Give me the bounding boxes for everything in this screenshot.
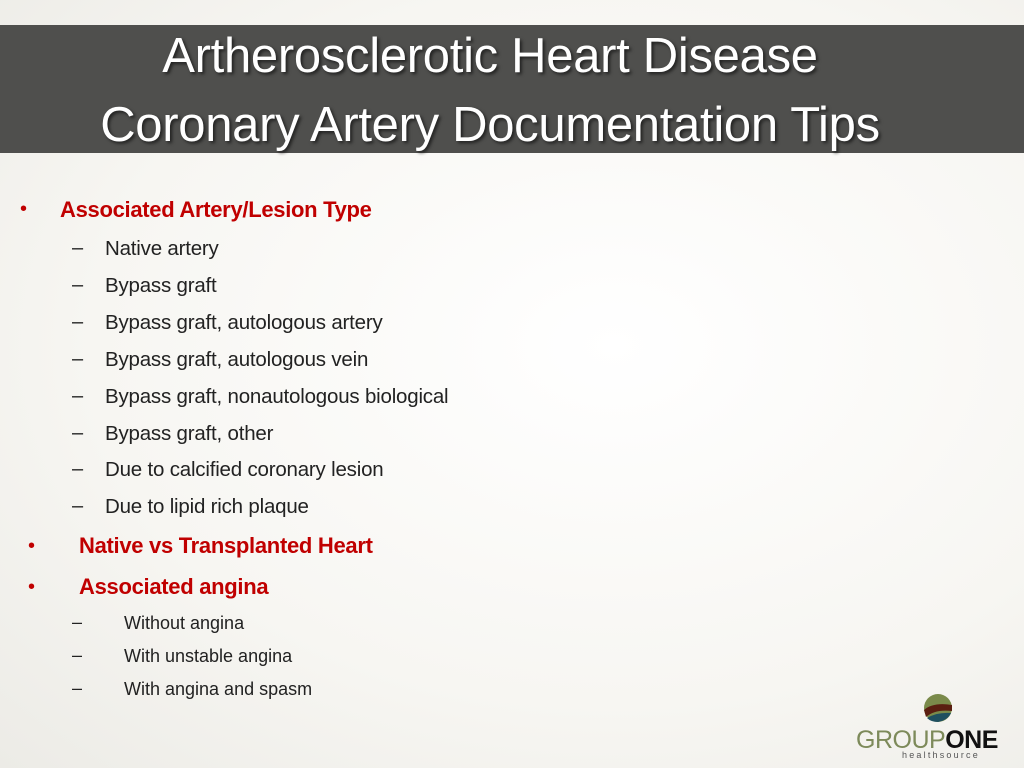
list-item: Bypass graft, autologous vein	[105, 348, 369, 371]
dash-icon: –	[72, 645, 83, 665]
dash-icon: –	[72, 274, 84, 296]
list-item: With angina and spasm	[124, 679, 313, 699]
logo-globe-icon	[923, 693, 953, 723]
logo-text-group: GROUP	[856, 726, 946, 754]
slide-title-line2: Coronary Artery Documentation Tips	[100, 98, 880, 152]
dash-icon: –	[72, 348, 84, 370]
slide-title-line1: Artherosclerotic Heart Disease	[162, 29, 818, 83]
list-item: Due to lipid rich plaque	[105, 495, 309, 518]
section-heading: Associated angina	[79, 574, 269, 599]
dash-icon: –	[72, 237, 84, 259]
list-item: With unstable angina	[124, 646, 293, 666]
list-item: Due to calcified coronary lesion	[105, 458, 384, 481]
list-item: Native artery	[105, 237, 219, 260]
dash-icon: –	[72, 495, 84, 517]
bullet-icon: •	[28, 535, 36, 557]
list-item: Bypass graft, autologous artery	[105, 311, 383, 334]
list-item: Bypass graft, nonautologous biological	[105, 385, 449, 408]
section-heading: Native vs Transplanted Heart	[79, 533, 373, 558]
bullet-icon: •	[28, 576, 36, 598]
dash-icon: –	[72, 458, 84, 480]
dash-icon: –	[72, 385, 84, 407]
logo-text-one: ONE	[945, 726, 998, 754]
dash-icon: –	[72, 612, 83, 632]
logo-tagline: healthsource	[902, 750, 980, 760]
groupone-logo	[856, 690, 1016, 762]
list-item: Without angina	[124, 613, 245, 633]
dash-icon: –	[72, 678, 83, 698]
section-heading: Associated Artery/Lesion Type	[60, 197, 372, 222]
dash-icon: –	[72, 422, 84, 444]
bullet-icon: •	[20, 198, 28, 220]
dash-icon: –	[72, 311, 84, 333]
list-item: Bypass graft	[105, 274, 217, 297]
list-item: Bypass graft, other	[105, 422, 274, 445]
